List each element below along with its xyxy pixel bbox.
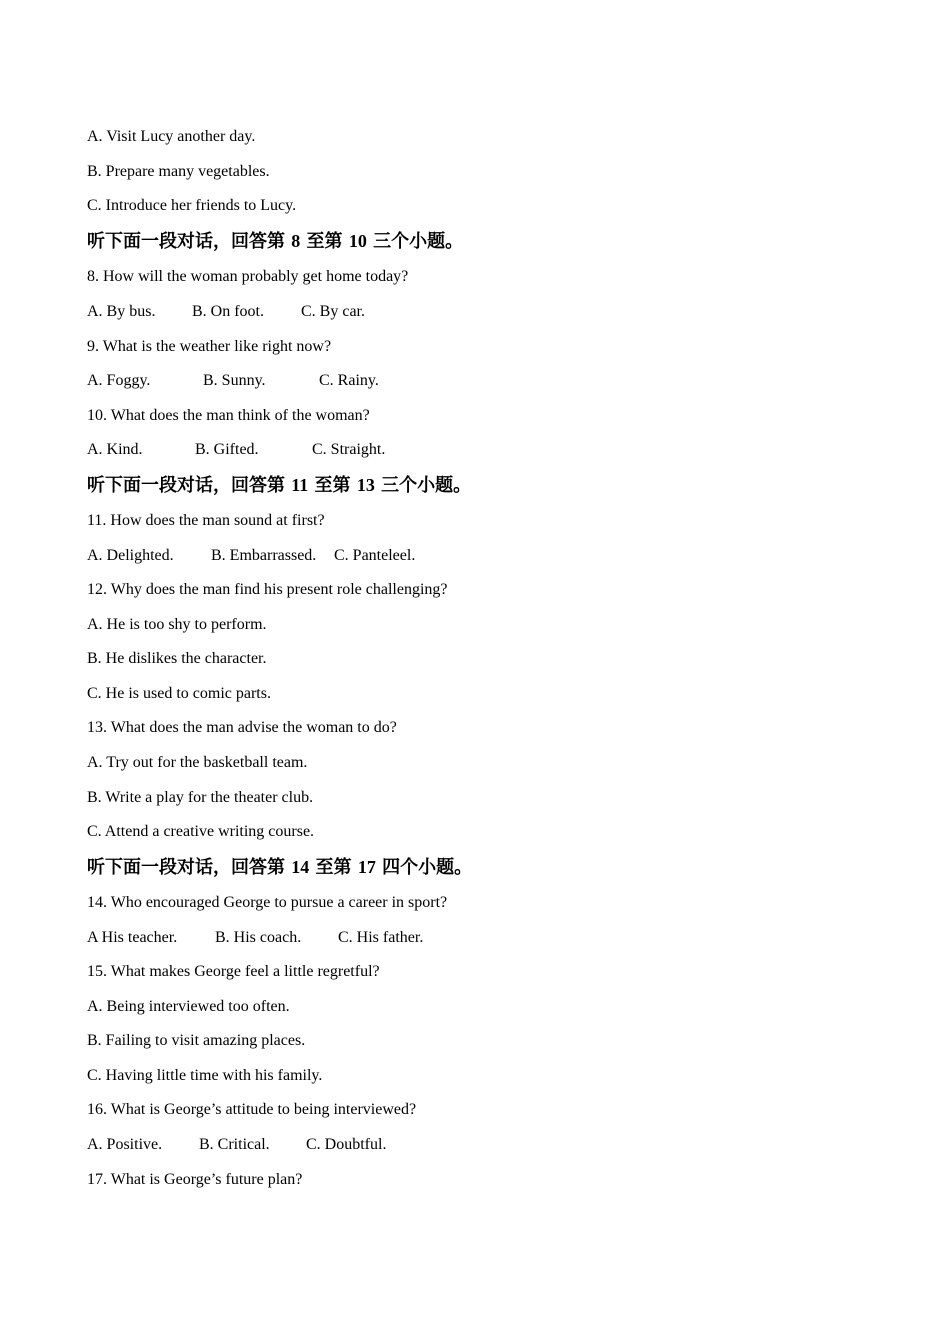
option-q8-a: A. By bus. [87, 303, 156, 320]
option-q8-b: B. On foot. [192, 303, 264, 320]
option-q15-a: A. Being interviewed too often. [87, 998, 290, 1015]
options-row-q8 [87, 302, 365, 322]
option-q14-b: B. His coach. [215, 929, 302, 946]
option-q9-a: A. Foggy. [87, 372, 151, 389]
option-q16-c: C. Doubtful. [306, 1136, 387, 1153]
option-q13-a: A. Try out for the basketball team. [87, 754, 308, 771]
option-q11-a: A. Delighted. [87, 547, 174, 564]
option-q13-c: C. Attend a creative writing course. [87, 823, 315, 840]
option-q7-b: B. Prepare many vegetables. [87, 163, 270, 180]
option-q11-c: C. Panteleel. [334, 547, 416, 564]
question-17: 17. What is George’s future plan? [87, 1171, 303, 1188]
question-13: 13. What does the man advise the woman to do? [87, 719, 397, 736]
options-row-q16 [87, 1135, 386, 1155]
section-heading-11-13: 听下面一段对话，回答第 11 至第 13 三个小题。 [87, 475, 472, 496]
option-q15-b: B. Failing to visit amazing places. [87, 1032, 306, 1049]
question-9: 9. What is the weather like right now? [87, 338, 332, 355]
option-q10-a: A. Kind. [87, 441, 143, 458]
question-14: 14. Who encouraged George to pursue a career in sport? [87, 894, 448, 911]
option-q14-a: A His teacher. [87, 929, 178, 946]
options-row-q9 [87, 371, 379, 391]
option-q12-b: B. He dislikes the character. [87, 650, 267, 667]
question-15: 15. What makes George feel a little regretful? [87, 963, 380, 980]
options-row-q14 [87, 928, 423, 948]
option-q14-c: C. His father. [338, 929, 424, 946]
section-heading-8-10: 听下面一段对话，回答第 8 至第 10 三个小题。 [87, 231, 464, 252]
options-row-q11 [87, 546, 415, 566]
option-q9-b: B. Sunny. [203, 372, 266, 389]
question-10: 10. What does the man think of the woman? [87, 407, 370, 424]
option-q10-c: C. Straight. [312, 441, 386, 458]
option-q12-a: A. He is too shy to perform. [87, 616, 267, 633]
option-q15-c: C. Having little time with his family. [87, 1067, 323, 1084]
question-11: 11. How does the man sound at first? [87, 512, 325, 529]
options-row-q10 [87, 440, 385, 460]
option-q11-b: B. Embarrassed. [211, 547, 317, 564]
option-q9-c: C. Rainy. [319, 372, 379, 389]
option-q16-b: B. Critical. [199, 1136, 270, 1153]
question-16: 16. What is George’s attitude to being interviewed? [87, 1101, 417, 1118]
option-q13-b: B. Write a play for the theater club. [87, 789, 314, 806]
section-heading-14-17: 听下面一段对话，回答第 14 至第 17 四个小题。 [87, 857, 473, 878]
option-q7-c: C. Introduce her friends to Lucy. [87, 197, 297, 214]
option-q10-b: B. Gifted. [195, 441, 259, 458]
question-12: 12. Why does the man find his present role challenging? [87, 581, 448, 598]
option-q7-a: A. Visit Lucy another day. [87, 128, 256, 145]
option-q12-c: C. He is used to comic parts. [87, 685, 271, 702]
option-q8-c: C. By car. [301, 303, 365, 320]
option-q16-a: A. Positive. [87, 1136, 163, 1153]
question-8: 8. How will the woman probably get home today? [87, 268, 409, 285]
